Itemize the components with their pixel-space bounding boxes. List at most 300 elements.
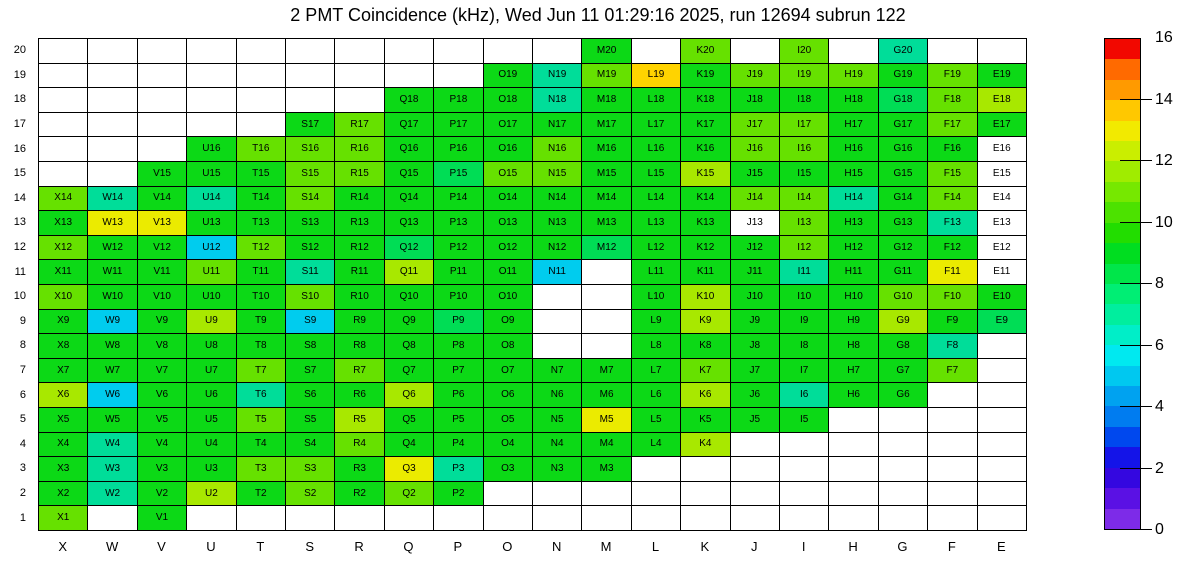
heatmap-cell bbox=[879, 433, 928, 458]
heatmap-cell: P15 bbox=[434, 162, 483, 187]
heatmap-cell: N14 bbox=[533, 187, 582, 212]
heatmap-cell: Q10 bbox=[385, 285, 434, 310]
heatmap-cell: P11 bbox=[434, 260, 483, 285]
heatmap-cell: R10 bbox=[335, 285, 384, 310]
colorbar-band bbox=[1105, 182, 1140, 202]
x-axis-label: P bbox=[453, 538, 463, 554]
heatmap-cell: U3 bbox=[187, 457, 236, 482]
heatmap-cell: F15 bbox=[928, 162, 977, 187]
heatmap-cell: T15 bbox=[237, 162, 286, 187]
heatmap-cell: S10 bbox=[286, 285, 335, 310]
heatmap-cell: Q16 bbox=[385, 137, 434, 162]
heatmap-cell: Q18 bbox=[385, 88, 434, 113]
heatmap-cell: I7 bbox=[780, 359, 829, 384]
heatmap-cell bbox=[582, 482, 631, 507]
colorbar-tick-label: 4 bbox=[1155, 398, 1164, 415]
heatmap-cell: J6 bbox=[731, 383, 780, 408]
heatmap-cell bbox=[88, 137, 137, 162]
heatmap-cell: H19 bbox=[829, 64, 878, 89]
heatmap-cell: Q5 bbox=[385, 408, 434, 433]
heatmap-cell: K11 bbox=[681, 260, 730, 285]
heatmap-cell: O16 bbox=[484, 137, 533, 162]
heatmap-cell: R8 bbox=[335, 334, 384, 359]
colorbar-tick-label: 14 bbox=[1155, 90, 1173, 108]
heatmap-cell: F13 bbox=[928, 211, 977, 236]
heatmap-cell: F17 bbox=[928, 113, 977, 138]
heatmap-cell bbox=[829, 433, 878, 458]
heatmap-cell: F12 bbox=[928, 236, 977, 261]
heatmap-cell bbox=[731, 506, 780, 531]
colorbar-tick-label: 10 bbox=[1155, 213, 1173, 231]
heatmap-cell: R2 bbox=[335, 482, 384, 507]
heatmap-cell: S11 bbox=[286, 260, 335, 285]
heatmap-cell: G7 bbox=[879, 359, 928, 384]
heatmap-cell: L4 bbox=[632, 433, 681, 458]
y-axis-label: 11 bbox=[14, 265, 26, 278]
colorbar-tick bbox=[1120, 345, 1152, 346]
heatmap-cell bbox=[681, 482, 730, 507]
heatmap-cell bbox=[879, 408, 928, 433]
heatmap-cell: P17 bbox=[434, 113, 483, 138]
heatmap-cell: V7 bbox=[138, 359, 187, 384]
heatmap-cell: N4 bbox=[533, 433, 582, 458]
heatmap-cell: K12 bbox=[681, 236, 730, 261]
heatmap-cell: U11 bbox=[187, 260, 236, 285]
heatmap-cell: P5 bbox=[434, 408, 483, 433]
heatmap-cell: J10 bbox=[731, 285, 780, 310]
heatmap-cell bbox=[582, 285, 631, 310]
x-axis-label: R bbox=[354, 538, 364, 554]
heatmap-cell bbox=[237, 506, 286, 531]
heatmap-cell: M15 bbox=[582, 162, 631, 187]
heatmap-cell: S3 bbox=[286, 457, 335, 482]
heatmap-cell: W13 bbox=[88, 211, 137, 236]
colorbar-tick-label: 6 bbox=[1155, 336, 1164, 354]
heatmap-cell: V15 bbox=[138, 162, 187, 187]
heatmap-cell: H10 bbox=[829, 285, 878, 310]
heatmap-cell bbox=[88, 113, 137, 138]
heatmap-cell: J13 bbox=[731, 211, 780, 236]
colorbar-tick-label: 12 bbox=[1155, 152, 1173, 169]
heatmap-cell: X2 bbox=[39, 482, 88, 507]
heatmap-cell: X6 bbox=[39, 383, 88, 408]
heatmap-cell: S6 bbox=[286, 383, 335, 408]
heatmap-cell: J5 bbox=[731, 408, 780, 433]
x-axis-label: G bbox=[897, 538, 908, 554]
heatmap-cell: O10 bbox=[484, 285, 533, 310]
heatmap-cell: J17 bbox=[731, 113, 780, 138]
heatmap-cell bbox=[829, 482, 878, 507]
heatmap-cell: J15 bbox=[731, 162, 780, 187]
heatmap-cell: Q2 bbox=[385, 482, 434, 507]
heatmap-cell: K19 bbox=[681, 64, 730, 89]
heatmap-cell: T9 bbox=[237, 310, 286, 335]
heatmap-cell: R7 bbox=[335, 359, 384, 384]
heatmap-cell: P2 bbox=[434, 482, 483, 507]
heatmap-cell: L14 bbox=[632, 187, 681, 212]
heatmap-cell: W12 bbox=[88, 236, 137, 261]
heatmap-cell: S4 bbox=[286, 433, 335, 458]
heatmap-cell: U4 bbox=[187, 433, 236, 458]
heatmap-cell: J7 bbox=[731, 359, 780, 384]
heatmap-cell bbox=[335, 64, 384, 89]
heatmap-cell: V10 bbox=[138, 285, 187, 310]
heatmap-cell: P7 bbox=[434, 359, 483, 384]
heatmap-cell bbox=[829, 39, 878, 64]
heatmap-cell: E12 bbox=[978, 236, 1027, 261]
y-axis-label: 4 bbox=[19, 437, 26, 450]
heatmap-cell: R3 bbox=[335, 457, 384, 482]
heatmap-cell bbox=[286, 506, 335, 531]
heatmap-cell: V2 bbox=[138, 482, 187, 507]
heatmap-cell: H7 bbox=[829, 359, 878, 384]
heatmap-cell bbox=[533, 506, 582, 531]
heatmap-cell: T14 bbox=[237, 187, 286, 212]
heatmap-cell: K13 bbox=[681, 211, 730, 236]
heatmap-cell: I12 bbox=[780, 236, 829, 261]
heatmap-cell: G6 bbox=[879, 383, 928, 408]
heatmap-cell: G17 bbox=[879, 113, 928, 138]
heatmap-cell: M19 bbox=[582, 64, 631, 89]
heatmap-cell: U7 bbox=[187, 359, 236, 384]
heatmap-cell: O14 bbox=[484, 187, 533, 212]
heatmap-cell: T5 bbox=[237, 408, 286, 433]
heatmap-cell: O19 bbox=[484, 64, 533, 89]
colorbar-band bbox=[1105, 141, 1140, 161]
heatmap-cell bbox=[681, 457, 730, 482]
y-axis-label: 20 bbox=[13, 44, 26, 57]
colorbar-tick bbox=[1120, 283, 1152, 284]
colorbar-band bbox=[1105, 366, 1140, 386]
y-axis-label: 19 bbox=[13, 68, 26, 81]
heatmap-cell: I20 bbox=[780, 39, 829, 64]
heatmap-cell bbox=[731, 457, 780, 482]
heatmap-cell: T8 bbox=[237, 334, 286, 359]
heatmap-cell: L5 bbox=[632, 408, 681, 433]
heatmap-cell: V14 bbox=[138, 187, 187, 212]
heatmap-cell: E14 bbox=[978, 187, 1027, 212]
y-axis-label: 8 bbox=[19, 339, 26, 352]
heatmap-cell: P8 bbox=[434, 334, 483, 359]
heatmap-cell: J9 bbox=[731, 310, 780, 335]
heatmap-cell bbox=[434, 506, 483, 531]
chart-title: 2 PMT Coincidence (kHz), Wed Jun 11 01:29:16 2025, run 12694 subrun 122 bbox=[290, 5, 906, 25]
heatmap-cell: H6 bbox=[829, 383, 878, 408]
heatmap-cell: T11 bbox=[237, 260, 286, 285]
heatmap-cell bbox=[632, 506, 681, 531]
heatmap-cell: N6 bbox=[533, 383, 582, 408]
heatmap-cell: R14 bbox=[335, 187, 384, 212]
heatmap-cell: G8 bbox=[879, 334, 928, 359]
heatmap-cell: U10 bbox=[187, 285, 236, 310]
heatmap-cell: M18 bbox=[582, 88, 631, 113]
heatmap-cell: H17 bbox=[829, 113, 878, 138]
heatmap-cell: T7 bbox=[237, 359, 286, 384]
heatmap-cell: P13 bbox=[434, 211, 483, 236]
heatmap-cell bbox=[484, 506, 533, 531]
heatmap-cell bbox=[187, 39, 236, 64]
heatmap-cell: F8 bbox=[928, 334, 977, 359]
heatmap-cell: Q12 bbox=[385, 236, 434, 261]
heatmap-cell: V12 bbox=[138, 236, 187, 261]
heatmap-cell bbox=[928, 383, 977, 408]
x-axis-label: S bbox=[305, 538, 315, 554]
heatmap-cell: L11 bbox=[632, 260, 681, 285]
heatmap-cell: P10 bbox=[434, 285, 483, 310]
colorbar-band bbox=[1105, 161, 1140, 181]
heatmap-cell bbox=[731, 39, 780, 64]
heatmap-cell: H15 bbox=[829, 162, 878, 187]
colorbar-band bbox=[1105, 284, 1140, 304]
heatmap-cell: T3 bbox=[237, 457, 286, 482]
heatmap-cell: R9 bbox=[335, 310, 384, 335]
heatmap-cell: P18 bbox=[434, 88, 483, 113]
heatmap-cell: V9 bbox=[138, 310, 187, 335]
heatmap-cell: U15 bbox=[187, 162, 236, 187]
heatmap-cell: V4 bbox=[138, 433, 187, 458]
heatmap-cell: Q8 bbox=[385, 334, 434, 359]
heatmap-cell: M17 bbox=[582, 113, 631, 138]
heatmap-cell: X11 bbox=[39, 260, 88, 285]
heatmap-cell bbox=[731, 433, 780, 458]
heatmap-cell: K16 bbox=[681, 137, 730, 162]
heatmap-cell bbox=[829, 408, 878, 433]
heatmap-cell bbox=[928, 408, 977, 433]
colorbar-band bbox=[1105, 468, 1140, 488]
heatmap-cell: Q11 bbox=[385, 260, 434, 285]
colorbar-band bbox=[1105, 406, 1140, 426]
heatmap-cell: V11 bbox=[138, 260, 187, 285]
heatmap-cell: R4 bbox=[335, 433, 384, 458]
colorbar-band bbox=[1105, 223, 1140, 243]
heatmap-cell: N13 bbox=[533, 211, 582, 236]
heatmap-cell: N7 bbox=[533, 359, 582, 384]
heatmap-cell: S9 bbox=[286, 310, 335, 335]
colorbar-tick bbox=[1120, 99, 1152, 100]
colorbar-band bbox=[1105, 100, 1140, 120]
heatmap-cell: O5 bbox=[484, 408, 533, 433]
heatmap-cell: P12 bbox=[434, 236, 483, 261]
heatmap-cell: I10 bbox=[780, 285, 829, 310]
heatmap-cell: F11 bbox=[928, 260, 977, 285]
heatmap-cell: K4 bbox=[681, 433, 730, 458]
heatmap-cell: G10 bbox=[879, 285, 928, 310]
heatmap-cell: G14 bbox=[879, 187, 928, 212]
y-axis-label: 3 bbox=[19, 462, 26, 475]
heatmap-cell: V8 bbox=[138, 334, 187, 359]
heatmap-cell: X4 bbox=[39, 433, 88, 458]
heatmap-cell: G15 bbox=[879, 162, 928, 187]
heatmap-cell bbox=[286, 64, 335, 89]
heatmap-cell: I8 bbox=[780, 334, 829, 359]
heatmap-cell bbox=[286, 88, 335, 113]
heatmap-cell: F18 bbox=[928, 88, 977, 113]
heatmap-cell: E9 bbox=[978, 310, 1027, 335]
heatmap-cell: Q4 bbox=[385, 433, 434, 458]
heatmap-cell: S16 bbox=[286, 137, 335, 162]
heatmap-cell bbox=[879, 482, 928, 507]
heatmap-cell: X10 bbox=[39, 285, 88, 310]
heatmap-cell: K15 bbox=[681, 162, 730, 187]
heatmap-cell bbox=[335, 506, 384, 531]
heatmap-cell: X13 bbox=[39, 211, 88, 236]
y-axis-label: 1 bbox=[19, 511, 26, 524]
heatmap-cell bbox=[237, 64, 286, 89]
heatmap-cell: M6 bbox=[582, 383, 631, 408]
heatmap-cell: O17 bbox=[484, 113, 533, 138]
heatmap-cell: K6 bbox=[681, 383, 730, 408]
heatmap-cell bbox=[928, 39, 977, 64]
heatmap-cell: E10 bbox=[978, 285, 1027, 310]
heatmap-cell: R16 bbox=[335, 137, 384, 162]
heatmap-cell: V3 bbox=[138, 457, 187, 482]
heatmap-cell: I9 bbox=[780, 310, 829, 335]
heatmap-cell bbox=[582, 334, 631, 359]
heatmap-cell: U8 bbox=[187, 334, 236, 359]
heatmap-cell: X3 bbox=[39, 457, 88, 482]
colorbar-tick bbox=[1120, 222, 1152, 223]
heatmap-cell: E16 bbox=[978, 137, 1027, 162]
colorbar-band bbox=[1105, 447, 1140, 467]
heatmap-cell: W5 bbox=[88, 408, 137, 433]
heatmap-cell: O4 bbox=[484, 433, 533, 458]
heatmap-cell: T10 bbox=[237, 285, 286, 310]
heatmap-cell bbox=[928, 433, 977, 458]
heatmap-cell: S12 bbox=[286, 236, 335, 261]
heatmap-cell: S17 bbox=[286, 113, 335, 138]
colorbar-band bbox=[1105, 39, 1140, 59]
heatmap-cell: W9 bbox=[88, 310, 137, 335]
heatmap-cell bbox=[928, 506, 977, 531]
heatmap-cell: X14 bbox=[39, 187, 88, 212]
heatmap-cell bbox=[237, 39, 286, 64]
heatmap-cell bbox=[978, 408, 1027, 433]
heatmap-cell: M3 bbox=[582, 457, 631, 482]
heatmap-cell bbox=[978, 433, 1027, 458]
heatmap-cell: P6 bbox=[434, 383, 483, 408]
heatmap-cell: Q7 bbox=[385, 359, 434, 384]
heatmap-cell: I5 bbox=[780, 408, 829, 433]
heatmap-cell: M13 bbox=[582, 211, 631, 236]
heatmap-cell: U16 bbox=[187, 137, 236, 162]
heatmap-cell bbox=[88, 162, 137, 187]
heatmap-cell bbox=[39, 113, 88, 138]
heatmap-cell bbox=[582, 506, 631, 531]
heatmap-cell: V13 bbox=[138, 211, 187, 236]
heatmap-cell: M16 bbox=[582, 137, 631, 162]
heatmap-cell: J14 bbox=[731, 187, 780, 212]
heatmap-cell: W4 bbox=[88, 433, 137, 458]
heatmap-cell: L10 bbox=[632, 285, 681, 310]
heatmap-cell: F19 bbox=[928, 64, 977, 89]
heatmap-cell: N5 bbox=[533, 408, 582, 433]
y-axis-label: 15 bbox=[13, 167, 26, 180]
x-axis-label: Q bbox=[403, 538, 414, 554]
x-axis-label: T bbox=[256, 538, 265, 554]
heatmap-cell: V6 bbox=[138, 383, 187, 408]
heatmap-cell: L17 bbox=[632, 113, 681, 138]
heatmap-cell bbox=[138, 64, 187, 89]
y-axis-label: 7 bbox=[19, 364, 26, 377]
heatmap-cell bbox=[138, 137, 187, 162]
heatmap-cell bbox=[731, 482, 780, 507]
heatmap-cell: W10 bbox=[88, 285, 137, 310]
x-axis-label: O bbox=[502, 538, 513, 554]
x-axis-labels bbox=[38, 536, 1026, 556]
heatmap-cell: W3 bbox=[88, 457, 137, 482]
heatmap-cell bbox=[484, 39, 533, 64]
heatmap-cell bbox=[978, 457, 1027, 482]
heatmap-cell bbox=[88, 88, 137, 113]
colorbar-band bbox=[1105, 345, 1140, 365]
heatmap-cell: E18 bbox=[978, 88, 1027, 113]
heatmap-cell: K20 bbox=[681, 39, 730, 64]
x-axis-label: U bbox=[206, 538, 216, 554]
colorbar bbox=[1104, 38, 1141, 530]
colorbar-band bbox=[1105, 59, 1140, 79]
heatmap-cell: O15 bbox=[484, 162, 533, 187]
heatmap-cell bbox=[780, 506, 829, 531]
heatmap-cell: M4 bbox=[582, 433, 631, 458]
heatmap-cell: R17 bbox=[335, 113, 384, 138]
heatmap-cell: X9 bbox=[39, 310, 88, 335]
heatmap-cell bbox=[632, 482, 681, 507]
heatmap-cell: T6 bbox=[237, 383, 286, 408]
heatmap-cell: O3 bbox=[484, 457, 533, 482]
heatmap-cell: W7 bbox=[88, 359, 137, 384]
heatmap-cell bbox=[928, 482, 977, 507]
colorbar-tick bbox=[1120, 529, 1152, 530]
heatmap-cell: R13 bbox=[335, 211, 384, 236]
heatmap-cell: M20 bbox=[582, 39, 631, 64]
heatmap-cell: L13 bbox=[632, 211, 681, 236]
heatmap-cell: K5 bbox=[681, 408, 730, 433]
heatmap-cell: P4 bbox=[434, 433, 483, 458]
heatmap-cell: K10 bbox=[681, 285, 730, 310]
heatmap-cell: R15 bbox=[335, 162, 384, 187]
heatmap-cell bbox=[582, 310, 631, 335]
heatmap-cell: L12 bbox=[632, 236, 681, 261]
heatmap-cell: H14 bbox=[829, 187, 878, 212]
heatmap-cell: O12 bbox=[484, 236, 533, 261]
colorbar-tick-label: 0 bbox=[1155, 521, 1164, 538]
heatmap-cell bbox=[385, 39, 434, 64]
heatmap-cell: F10 bbox=[928, 285, 977, 310]
heatmap-cell: R6 bbox=[335, 383, 384, 408]
heatmap-cell: T12 bbox=[237, 236, 286, 261]
heatmap-cell: U12 bbox=[187, 236, 236, 261]
heatmap-cell: S2 bbox=[286, 482, 335, 507]
heatmap-cell bbox=[187, 64, 236, 89]
heatmap-cell: F14 bbox=[928, 187, 977, 212]
heatmap-cell: I16 bbox=[780, 137, 829, 162]
heatmap-cell: N18 bbox=[533, 88, 582, 113]
heatmap-cell bbox=[484, 482, 533, 507]
heatmap-cell bbox=[978, 506, 1027, 531]
heatmap-cell bbox=[335, 39, 384, 64]
y-axis-label: 18 bbox=[13, 93, 26, 106]
heatmap-cell: P16 bbox=[434, 137, 483, 162]
colorbar-tick-label: 16 bbox=[1155, 29, 1173, 46]
x-axis-label: N bbox=[552, 538, 562, 554]
heatmap-cell bbox=[335, 88, 384, 113]
heatmap-cell: J12 bbox=[731, 236, 780, 261]
colorbar-band bbox=[1105, 427, 1140, 447]
colorbar-band bbox=[1105, 264, 1140, 284]
heatmap-cell: H12 bbox=[829, 236, 878, 261]
heatmap-cell bbox=[434, 39, 483, 64]
heatmap-cell: H11 bbox=[829, 260, 878, 285]
